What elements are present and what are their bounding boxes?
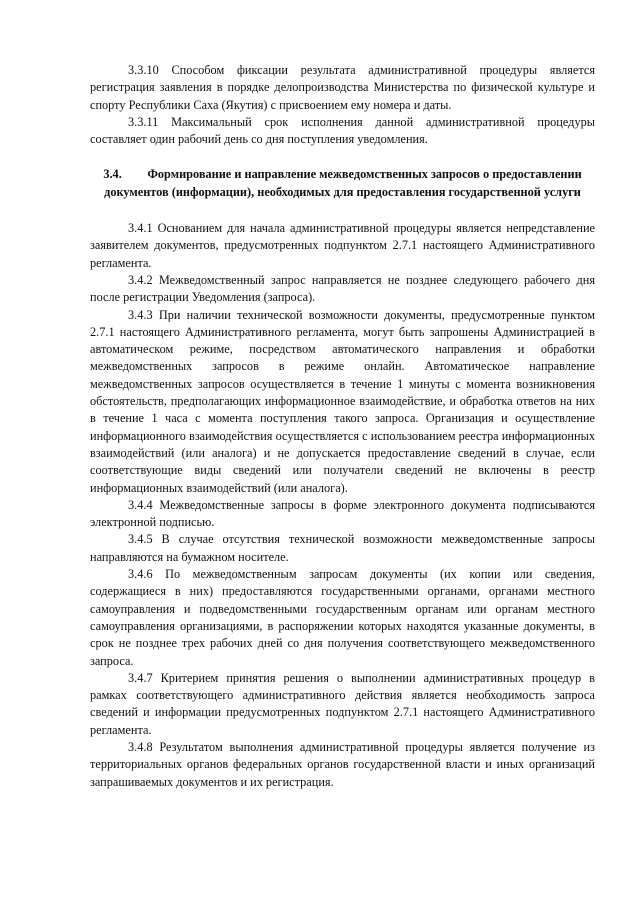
paragraph-3-3-10: 3.3.10 Способом фиксации результата административной процедуры является регистрация заявления в порядке делопроизводства Министерства по физической культуре и спорту Республики Саха (Якутия) с присвоением ему номера и даты. [90, 63, 595, 112]
paragraph-3-4-6: 3.4.6 По межведомственным запросам документы (их копии или сведения, содержащиеся в них) предоставляются государственными органами, органами местного самоуправления и подведомственными государственным органам или органам местного самоуправления организациями, в распоряжении которых находятся указанные документы, в срок не позднее трех рабочих дней со дня получения соответствующего межведомственного запроса. [90, 567, 595, 668]
section-number: 3.4. [103, 167, 122, 182]
paragraph-3-4-7: 3.4.7 Критерием принятия решения о выполнении административных процедур в рамках соответствующего административного действия является необходимость запроса сведений и информации предусмотренных подпунктом 2.7.1 настоящего Административного регламента. [90, 670, 595, 737]
paragraph-3-3-11: 3.3.11 Максимальный срок исполнения данной административной процедуры составляет один рабочий день со дня поступления уведомления. [90, 114, 595, 147]
document-body [90, 62, 595, 791]
paragraph-3-4-5: 3.4.5 В случае отсутствия технической возможности межведомственные запросы направляются на бумажном носителе. [90, 532, 595, 564]
section-heading [90, 166, 595, 201]
paragraph-3-4-1: 3.4.1 Основанием для начала административной процедуры является непредставление заявителем документов, предусмотренных подпунктом 2.7.1 настоящего Административного регламента. [90, 221, 595, 270]
paragraph-3-4-4: 3.4.4 Межведомственные запросы в форме электронного документа подписываются электронной подписью. [90, 497, 595, 530]
paragraph-3-4-3: 3.4.3 При наличии технической возможности документы, предусмотренные пунктом 2.7.1 настоящего Административного регламента, могут быть запрошены Администрацией в автоматическом режиме, посредством автоматического направления и обработки межведомственных запросов в режиме онлайн. Автоматическое направление межведомственных запросов осуществляется в течение 1 минуты с момента возникновения обстоятельств, предполагающих информационное взаимодействие, и обработка ответов на них в течение 1 часа с момента поступления такого запроса. Организация и осуществление информационного взаимодействия осуществляется с использованием реестра информационных взаимодействий (или аналога) и не допускается предоставление сведений в случае, если соответствующие виды сведений или получатели сведений не включены в реестр информационных взаимодействий (или аналога). [90, 307, 595, 495]
paragraph-3-4-2: 3.4.2 Межведомственный запрос направляется не позднее следующего рабочего дня после регистрации Уведомления (запроса). [90, 272, 595, 305]
section-title: Формирование и направление межведомственных запросов о предоставлении документов (информации), необходимых для предоставления государственной услуги [104, 167, 582, 199]
paragraph-3-4-8: 3.4.8 Результатом выполнения административной процедуры является получение из территориальных органов федеральных органов государственной власти и иных организаций запрашиваемых документов и их регистрация. [90, 739, 595, 789]
